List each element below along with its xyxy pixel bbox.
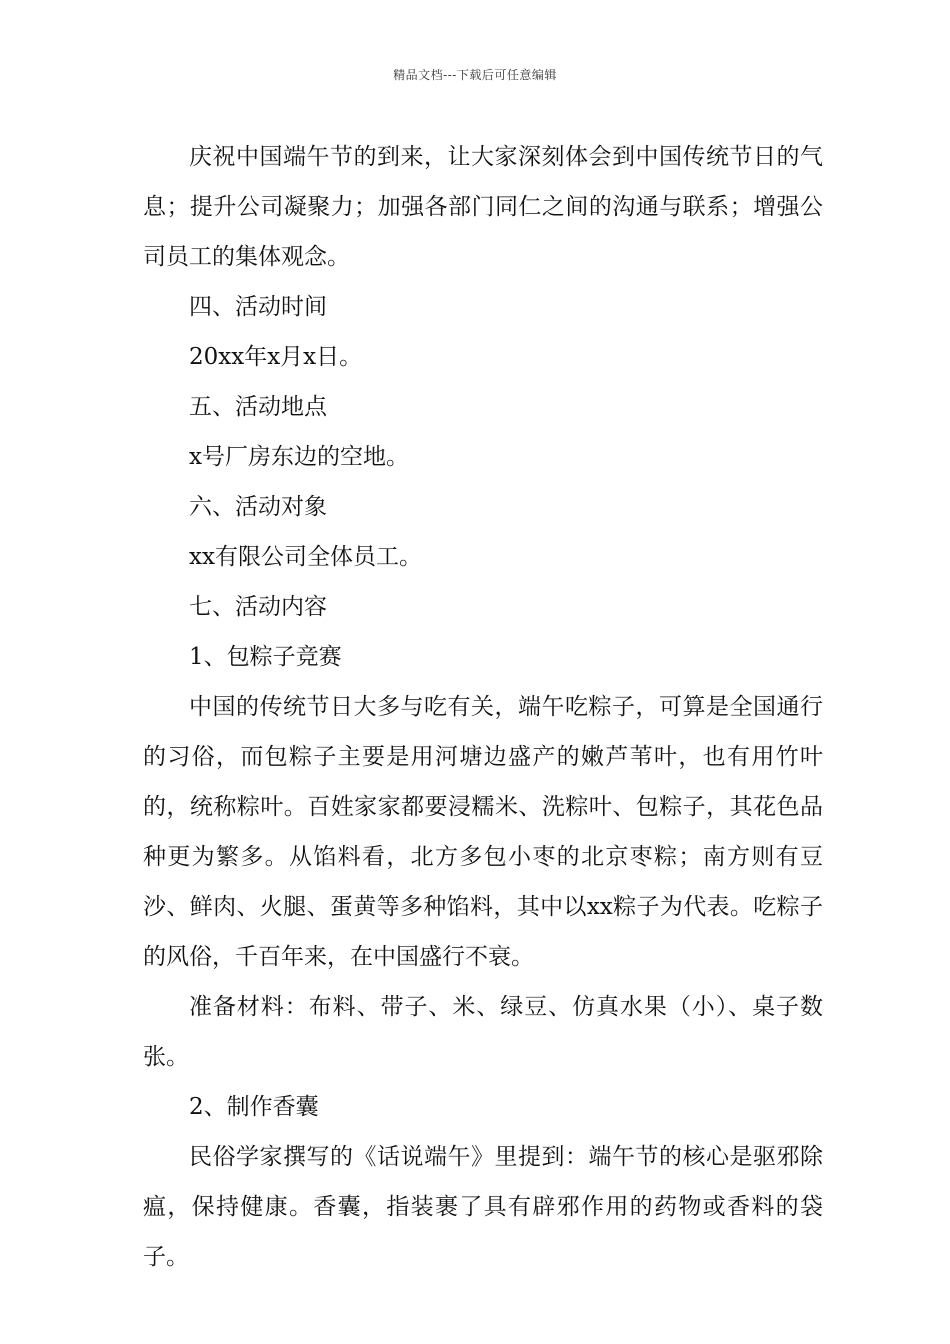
paragraph-zongzi-description: 中国的传统节日大多与吃有关，端午吃粽子，可算是全国通行的习俗，而包粽子主要是用河塘边盛产的嫩芦苇叶，也有用竹叶的，统称粽叶。百姓家家都要浸糯米、洗粽叶、包粽子，其花色品种更为繁多。从馅料看，北方多包小枣的北京枣粽；南方则有豆沙、鲜肉、火腿、蛋黄等多种馅料，其中以xx粽子为代表。吃粽子的风俗，千百年来，在中国盛行不衰。 [143, 694, 823, 970]
paragraph-sachet-description: 民俗学家撰写的《话说端午》里提到：端午节的核心是驱邪除瘟，保持健康。香囊，指装裹了具有辟邪作用的药物或香料的袋子。 [143, 1144, 823, 1270]
subheading-zongzi-contest: 1、包粽子竞赛 [189, 644, 342, 670]
heading-activity-content: 七、活动内容 [189, 594, 327, 620]
paragraph-activity-audience: xx有限公司全体员工。 [189, 544, 422, 570]
paragraph-materials: 准备材料：布料、带子、米、绿豆、仿真水果（小）、桌子数张。 [143, 994, 823, 1070]
paragraph-purpose: 庆祝中国端午节的到来，让大家深刻体会到中国传统节日的气息；提升公司凝聚力；加强各部门同仁之间的沟通与联系；增强公司员工的集体观念。 [143, 144, 823, 270]
heading-activity-audience: 六、活动对象 [189, 494, 327, 520]
paragraph-activity-location: x号厂房东边的空地。 [189, 444, 409, 470]
heading-activity-time: 四、活动时间 [189, 294, 327, 320]
subheading-sachet-making: 2、制作香囊 [189, 1094, 319, 1120]
page-header: 精品文档---下载后可任意编辑 [393, 68, 557, 82]
paragraph-activity-time: 20xx年x月x日。 [189, 344, 363, 370]
heading-activity-location: 五、活动地点 [189, 394, 327, 420]
document-body [143, 132, 823, 1282]
